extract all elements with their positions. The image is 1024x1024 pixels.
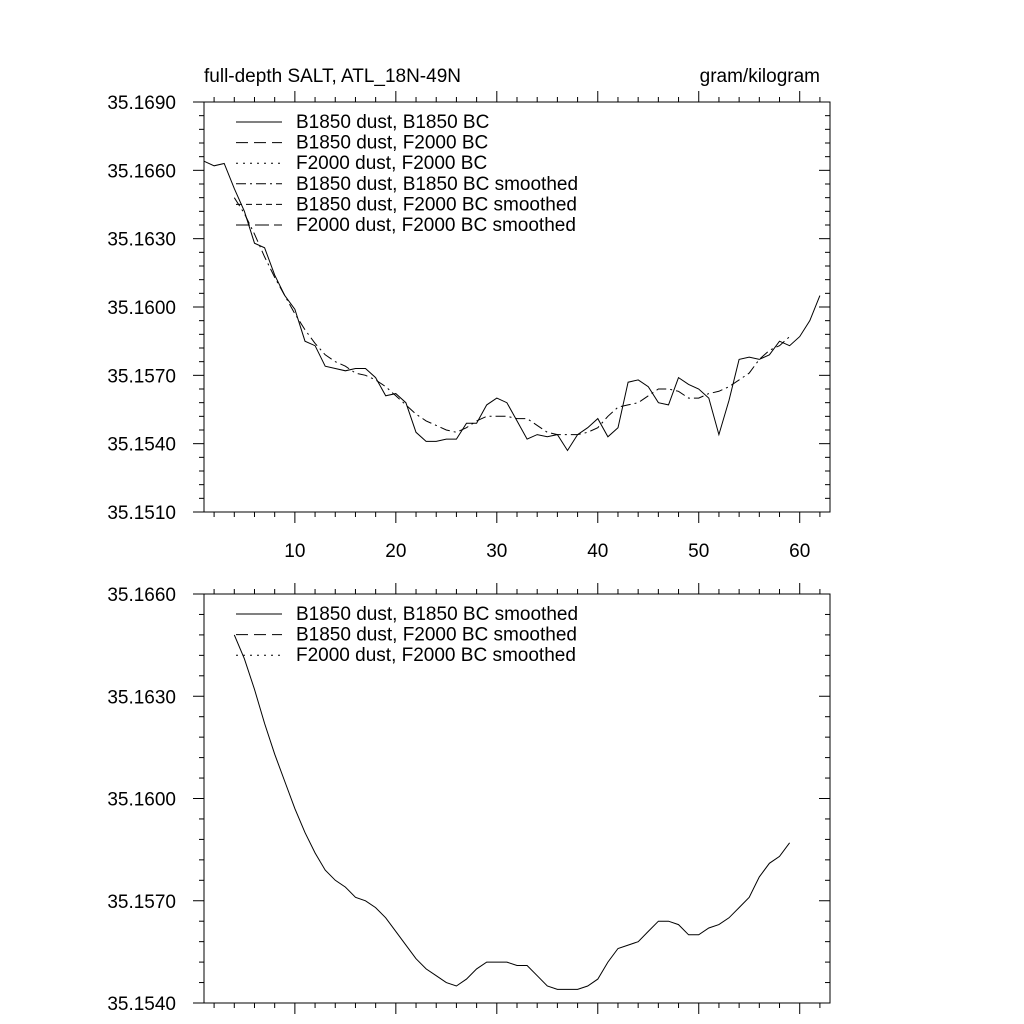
y-tick-label: 35.1690	[107, 93, 176, 114]
legend-label: F2000 dust, F2000 BC	[296, 153, 488, 175]
y-tick-label: 35.1660	[107, 585, 176, 606]
y-tick-label: 35.1540	[107, 994, 176, 1015]
y-tick-label: 35.1630	[107, 229, 176, 251]
top-panel	[107, 66, 830, 562]
legend-label: B1850 dust, B1850 BC smoothed	[296, 173, 579, 195]
x-tick-label: 50	[688, 541, 710, 562]
legend-label: B1850 dust, F2000 BC	[296, 132, 489, 154]
x-tick-label: 30	[486, 541, 508, 562]
y-tick-label: 35.1630	[107, 687, 176, 709]
bottom-legend	[236, 604, 578, 666]
y-tick-label: 35.1600	[107, 298, 176, 319]
y-tick-label: 35.1570	[107, 891, 176, 913]
y-tick-label: 35.1510	[107, 503, 176, 524]
bottom-panel	[107, 583, 830, 1015]
x-tick-label: 60	[789, 541, 811, 562]
bottom-series-lines	[234, 635, 789, 990]
chart-title: full-depth SALT, ATL_18N-49N	[204, 66, 461, 87]
units-label: gram/kilogram	[699, 66, 820, 87]
x-tick-label: 20	[385, 541, 407, 562]
y-tick-label: 35.1540	[107, 434, 176, 456]
legend-label: B1850 dust, F2000 BC smoothed	[296, 624, 577, 646]
x-tick-label: 10	[284, 541, 306, 562]
series-line-0	[234, 635, 789, 990]
legend-label: B1850 dust, F2000 BC smoothed	[296, 194, 577, 216]
legend-label: B1850 dust, B1850 BC	[296, 112, 490, 133]
y-tick-label: 35.1600	[107, 789, 176, 811]
legend-label: F2000 dust, F2000 BC smoothed	[296, 645, 576, 667]
legend-label: F2000 dust, F2000 BC smoothed	[296, 215, 576, 236]
legend-label: B1850 dust, B1850 BC smoothed	[296, 604, 579, 625]
y-tick-label: 35.1570	[107, 366, 176, 388]
y-tick-label: 35.1660	[107, 161, 176, 183]
x-tick-label: 40	[587, 541, 609, 562]
top-legend	[236, 112, 578, 236]
